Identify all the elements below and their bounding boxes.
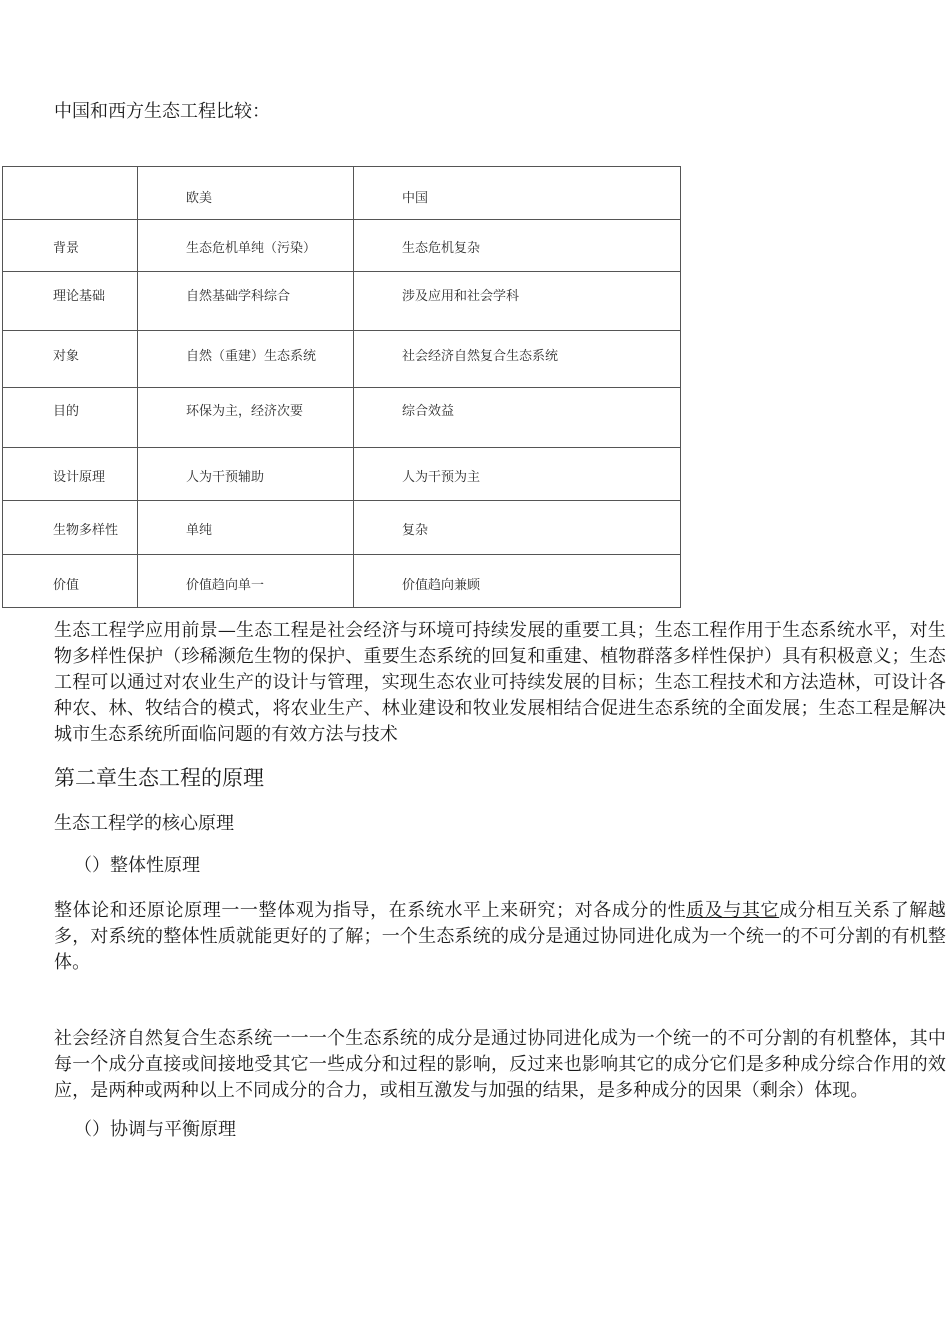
- table-row: [3, 220, 681, 272]
- table-cell-west: [138, 448, 354, 501]
- table-header-label: [3, 167, 137, 187]
- cell-text: 理论基础: [53, 289, 106, 304]
- table-cell-west: [138, 220, 354, 272]
- table-cell-china: [354, 501, 681, 555]
- cell-text: 对象: [53, 349, 80, 364]
- sub-heading-coordination: （）协调与平衡原理: [74, 1119, 236, 1140]
- table-cell-china: [354, 331, 681, 388]
- cell-text: 环保为主，经济次要: [186, 404, 304, 419]
- table-cell-west: [138, 501, 354, 555]
- table-cell-category: [3, 388, 138, 448]
- cell-text: 生态危机单纯（污染）: [186, 241, 317, 256]
- table-cell-category: [3, 501, 138, 555]
- chapter-heading: 第二章生态工程的原理: [54, 766, 264, 790]
- table-header-row: [3, 167, 681, 220]
- section-heading: 生态工程学的核心原理: [54, 813, 234, 834]
- cell-text: 人为干预为主: [402, 470, 481, 485]
- table-cell-china: [354, 555, 681, 608]
- page-title: 中国和西方生态工程比较：: [54, 101, 270, 122]
- table-cell-china: [354, 448, 681, 501]
- cell-text: 价值趋向单一: [186, 578, 265, 593]
- cell-text: 社会经济自然复合生态系统: [402, 349, 559, 364]
- cell-text: 背景: [53, 241, 80, 256]
- cell-text: 复杂: [402, 523, 429, 538]
- cell-text: 自然基础学科综合: [186, 289, 291, 304]
- comparison-table: [2, 166, 681, 608]
- table-cell-west: [138, 555, 354, 608]
- cell-text: 涉及应用和社会学科: [402, 289, 520, 304]
- table-cell-category: [3, 272, 138, 331]
- cell-text: 人为干预辅助: [186, 470, 265, 485]
- table-row: [3, 555, 681, 608]
- table-cell-category: [3, 448, 138, 501]
- sub-heading-holism: （）整体性原理: [74, 855, 200, 876]
- cell-text: 价值趋向兼顾: [402, 578, 481, 593]
- table-header-cell-empty: [3, 167, 138, 220]
- paragraph-holism-before: 整体论和还原论原理一一整体观为指导，在系统水平上来研究；对各成分的性: [54, 900, 687, 921]
- table-cell-category: [3, 331, 138, 388]
- cell-text: 设计原理: [53, 470, 106, 485]
- paragraph-applications: 生态工程学应用前景—生态工程是社会经济与环境可持续发展的重要工具；生态工程作用于生态系统水平，对生物多样性保护（珍稀濒危生物的保护、重要生态系统的回复和重建、植物群落多样性保护）具有积极意义；生态工程可以通过对农业生产的设计与管理，实现生态农业可持续发展的目标；生态工程技术和方法造林，可设计各种农、林、牧结合的模式，将农业生产、林业建设和牧业发展相结合促进生态系统的全面发展；生态工程是解决城市生态系统所面临问题的有效方法与技术: [54, 620, 946, 745]
- table-header-label: 中国: [402, 191, 429, 206]
- table-row: [3, 501, 681, 555]
- table-cell-west: [138, 388, 354, 448]
- table-header-label: 欧美: [186, 191, 213, 206]
- table-cell-west: [138, 272, 354, 331]
- cell-text: 生物多样性: [53, 523, 119, 538]
- cell-text: 生态危机复杂: [402, 241, 481, 256]
- table-row: [3, 272, 681, 331]
- table-cell-west: [138, 331, 354, 388]
- paragraph-complex-system: 社会经济自然复合生态系统一一一个生态系统的成分是通过协同进化成为一个统一的不可分割的有机整体，其中每一个成分直接或间接地受其它一些成分和过程的影响，反过来也影响其它的成分它们是多种成分综合作用的效应，是两种或两种以上不同成分的合力，或相互激发与加强的结果，是多种成分的因果（剩余）体现。: [54, 1028, 946, 1101]
- cell-text: 综合效益: [402, 404, 455, 419]
- cell-text: 自然（重建）生态系统: [186, 349, 317, 364]
- table-row: [3, 388, 681, 448]
- table-header-cell-china: [354, 167, 681, 220]
- comparison-table-body: [3, 167, 681, 608]
- table-cell-china: [354, 388, 681, 448]
- cell-text: 单纯: [186, 523, 213, 538]
- table-header-cell-west: [138, 167, 354, 220]
- paragraph-holism-after: 成分相互关系了解越多，对系统的整体性质就能更好的了解；一个生态系统的成分是通过协同进化成为一个统一的不可分割的有机整体。: [54, 900, 946, 973]
- paragraph-holism: [54, 898, 946, 976]
- table-cell-china: [354, 220, 681, 272]
- table-cell-category: [3, 220, 138, 272]
- cell-text: 目的: [53, 404, 80, 419]
- table-cell-category: [3, 555, 138, 608]
- cell-text: 价值: [53, 578, 80, 593]
- table-row: [3, 331, 681, 388]
- paragraph-holism-underlined: 质及与其它: [686, 900, 780, 921]
- table-row: [3, 448, 681, 501]
- table-cell-china: [354, 272, 681, 331]
